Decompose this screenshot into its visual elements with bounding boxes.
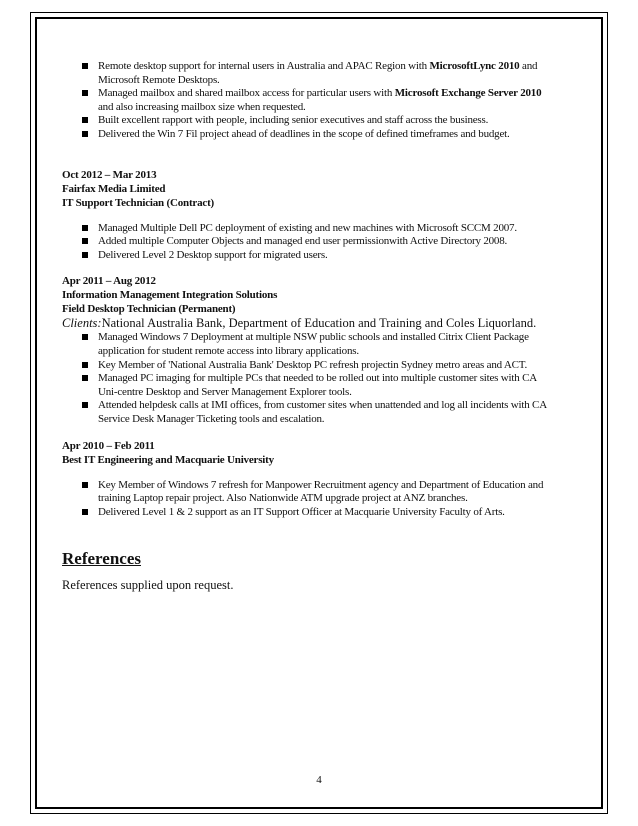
bullet-text: Key Member of Windows 7 refresh for Manpower Recruitment agency and Department of Education and training Laptop repair project. Also Nationwide ATM upgrade project at ANZ branches.	[98, 478, 544, 505]
list-item	[62, 372, 552, 399]
bullet-text: Managed Windows 7 Deployment at multiple NSW public schools and installed Citrix Client Package application for student remote access into library applications.	[98, 331, 529, 357]
job-bullet-list	[62, 479, 552, 520]
list-item	[62, 359, 552, 373]
square-bullet-icon	[82, 402, 88, 408]
square-bullet-icon	[82, 90, 88, 96]
square-bullet-icon	[82, 252, 88, 258]
square-bullet-icon	[82, 362, 88, 368]
page-number: 4	[316, 774, 322, 786]
list-item	[62, 399, 552, 426]
job-fairfax	[62, 168, 552, 263]
job-role: Field Desktop Technician (Permanent)	[62, 303, 236, 316]
job-company: Fairfax Media Limited	[62, 182, 166, 195]
square-bullet-icon	[82, 238, 88, 244]
job-role: IT Support Technician (Contract)	[62, 196, 215, 209]
bullet-bold-text: MicrosoftLync 2010	[429, 60, 520, 72]
job-best-it	[62, 439, 552, 520]
job-company: Best IT Engineering and Macquarie University	[62, 453, 274, 466]
bullet-text: Built excellent rapport with people, including senior executives and staff across the business.	[98, 114, 489, 127]
job-bullet-list	[62, 222, 552, 263]
square-bullet-icon	[82, 63, 88, 69]
list-item	[62, 506, 552, 520]
resume-content	[62, 60, 552, 593]
square-bullet-icon	[82, 131, 88, 137]
references-heading: References	[62, 549, 141, 569]
bullet-text: Managed PC imaging for multiple PCs that needed to be rolled out into multiple customer sites with CA Uni-centre Desktop and Server Management Explorer tools.	[98, 372, 537, 398]
clients-text: National Australia Bank, Department of Education and Training and Coles Liquorland.	[101, 316, 537, 331]
square-bullet-icon	[82, 482, 88, 488]
bullet-text: Delivered Level 1 & 2 support as an IT Support Officer at Macquarie University Faculty of Arts.	[98, 505, 505, 518]
square-bullet-icon	[82, 117, 88, 123]
bullet-text: Delivered the Win 7 Fil project ahead of deadlines in the scope of defined timeframes and budget.	[98, 127, 510, 140]
job-dates: Oct 2012 – Mar 2013	[62, 168, 157, 181]
bullet-bold-text: Microsoft Exchange Server 2010	[394, 87, 542, 100]
bullet-text: and Microsoft Remote Desktops.	[98, 60, 538, 86]
list-item	[62, 128, 552, 142]
continued-bullet-list	[62, 60, 552, 142]
bullet-text: Delivered Level 2 Desktop support for migrated users.	[98, 248, 328, 261]
job-imis	[62, 274, 552, 426]
bullet-text: and also increasing mailbox size when requested.	[98, 100, 306, 113]
square-bullet-icon	[82, 334, 88, 340]
square-bullet-icon	[82, 225, 88, 231]
list-item	[62, 249, 552, 263]
job-clients	[62, 316, 552, 331]
continued-job-section	[62, 60, 552, 142]
references-text: References supplied upon request.	[62, 578, 234, 593]
bullet-text: Added multiple Computer Objects and managed end user permissionwith Active Directory 2008.	[98, 235, 508, 248]
job-bullet-list	[62, 331, 552, 426]
job-dates: Apr 2010 – Feb 2011	[62, 439, 155, 452]
list-item	[62, 331, 552, 358]
list-item	[62, 87, 552, 114]
bullet-text: Key Member of 'National Australia Bank' Desktop PC refresh projectin Sydney metro areas and ACT.	[98, 358, 528, 371]
job-company: Information Management Integration Solutions	[62, 289, 278, 302]
bullet-text: Managed Multiple Dell PC deployment of existing and new machines with Microsoft SCCM 2007.	[98, 221, 517, 234]
square-bullet-icon	[82, 375, 88, 381]
list-item	[62, 222, 552, 236]
bullet-text: Attended helpdesk calls at IMI offices, from customer sites when unattended and log all incidents with CA Service Desk Manager Ticketing tools and escalation.	[98, 399, 547, 425]
clients-label: Clients:	[62, 316, 102, 331]
list-item	[62, 60, 552, 87]
list-item	[62, 235, 552, 249]
job-dates: Apr 2011 – Aug 2012	[62, 275, 156, 288]
bullet-text: Managed mailbox and shared mailbox access for particular users with	[98, 87, 395, 100]
list-item	[62, 479, 552, 506]
bullet-text: Remote desktop support for internal users in Australia and APAC Region with	[98, 60, 430, 72]
square-bullet-icon	[82, 509, 88, 515]
list-item	[62, 114, 552, 128]
